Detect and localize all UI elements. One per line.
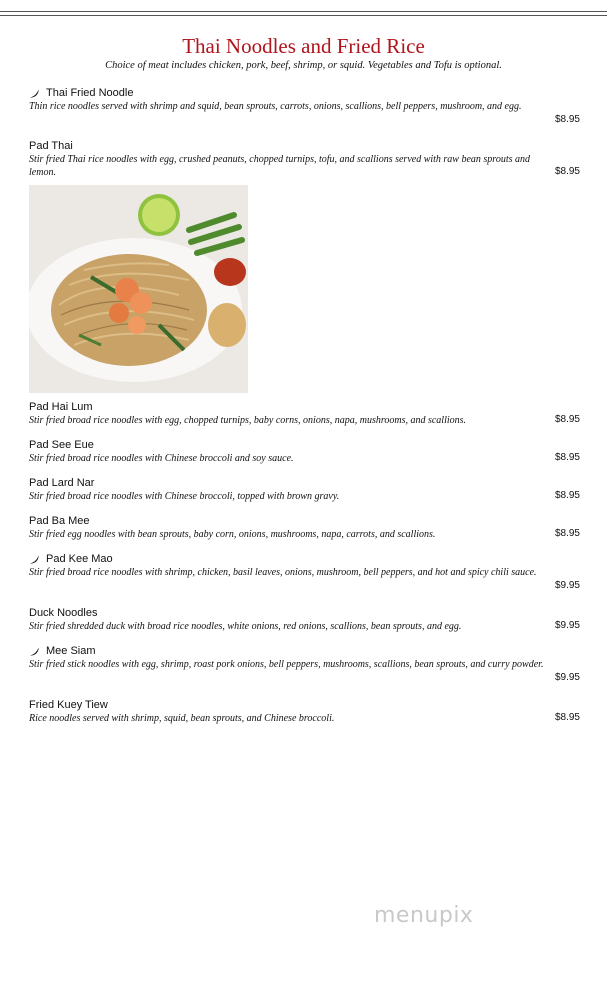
- menu-item-price: $8.95: [554, 414, 580, 425]
- menu-item-name: Pad Thai: [29, 140, 73, 152]
- menu-item-name: Pad Kee Mao: [46, 553, 113, 565]
- menu-item: [29, 139, 580, 179]
- menu-item: [29, 552, 580, 591]
- menu-item: [29, 476, 580, 503]
- menu-item: [29, 514, 580, 541]
- chili-pepper-icon: [29, 646, 40, 657]
- menu-item-description: Stir fried broad rice noodles with egg, chopped turnips, baby corns, onions, napa, mushrooms, and scallions.: [29, 415, 467, 426]
- menu-item: [29, 438, 580, 465]
- menu-item: [29, 698, 580, 725]
- menu-item-price: $8.95: [554, 166, 580, 177]
- page-subtitle: Choice of meat includes chicken, pork, beef, shrimp, or squid. Vegetables and Tofu is optional.: [105, 60, 502, 71]
- pad-thai-photo: [29, 185, 248, 393]
- menupix-watermark: menupix: [374, 903, 474, 928]
- menu-item-price: $8.95: [554, 528, 580, 539]
- menu-item-price: $8.95: [554, 490, 580, 501]
- menu-item-price: $8.95: [554, 114, 580, 125]
- menu-item: [29, 606, 580, 633]
- chili-pepper-icon: [29, 88, 40, 99]
- menu-item-price: $8.95: [554, 452, 580, 463]
- menu-item-price: $8.95: [554, 712, 580, 723]
- page-title: Thai Noodles and Fried Rice: [182, 34, 425, 58]
- menu-item-description: Rice noodles served with shrimp, squid, bean sprouts, and Chinese broccoli.: [29, 713, 335, 724]
- menu-item-description: Stir fried stick noodles with egg, shrimp, roast pork onions, bell peppers, mushrooms, scallions, bean sprouts, and curry powder.: [29, 659, 544, 670]
- menu-item: [29, 644, 580, 683]
- menu-item-price: $9.95: [554, 672, 580, 683]
- menu-item-name: Thai Fried Noodle: [46, 87, 134, 99]
- menu-item-description: Stir fried broad rice noodles with Chinese broccoli and soy sauce.: [29, 453, 294, 464]
- top-rule-secondary: [0, 15, 607, 16]
- menu-item-name: Pad See Eue: [29, 439, 94, 451]
- menu-item: [29, 400, 580, 427]
- menu-item-description: Stir fried broad rice noodles with Chinese broccoli, topped with brown gravy.: [29, 491, 340, 502]
- menu-item-description: Thin rice noodles served with shrimp and squid, bean sprouts, carrots, onions, scallions, bell peppers, mushroom, and egg.: [29, 101, 522, 112]
- menu-item-description: Stir fried Thai rice noodles with egg, crushed peanuts, chopped turnips, tofu, and scallions served with raw bean sprouts and lemon.: [29, 154, 531, 178]
- menu-item-name: Mee Siam: [46, 645, 96, 657]
- menu-item-description: Stir fried egg noodles with bean sprouts, baby corn, onions, mushrooms, napa, carrots, and scallions.: [29, 529, 436, 540]
- menu-item-name: Pad Lard Nar: [29, 477, 95, 489]
- chili-pepper-icon: [29, 554, 40, 565]
- menu-item-price: $9.95: [554, 620, 580, 631]
- menu-item-name: Pad Ba Mee: [29, 515, 90, 527]
- menu-item-name: Duck Noodles: [29, 607, 98, 619]
- menu-item-description: Stir fried shredded duck with broad rice noodles, white onions, red onions, scallions, bean sprouts, and egg.: [29, 621, 462, 632]
- menu-item-name: Fried Kuey Tiew: [29, 699, 108, 711]
- menu-item: [29, 86, 580, 125]
- menu-item-description: Stir fried broad rice noodles with shrimp, chicken, basil leaves, onions, mushroom, bell peppers, and hot and spicy chili sauce.: [29, 567, 537, 578]
- menu-item-name: Pad Hai Lum: [29, 401, 93, 413]
- menu-item-price: $9.95: [554, 580, 580, 591]
- top-rule: [0, 11, 607, 12]
